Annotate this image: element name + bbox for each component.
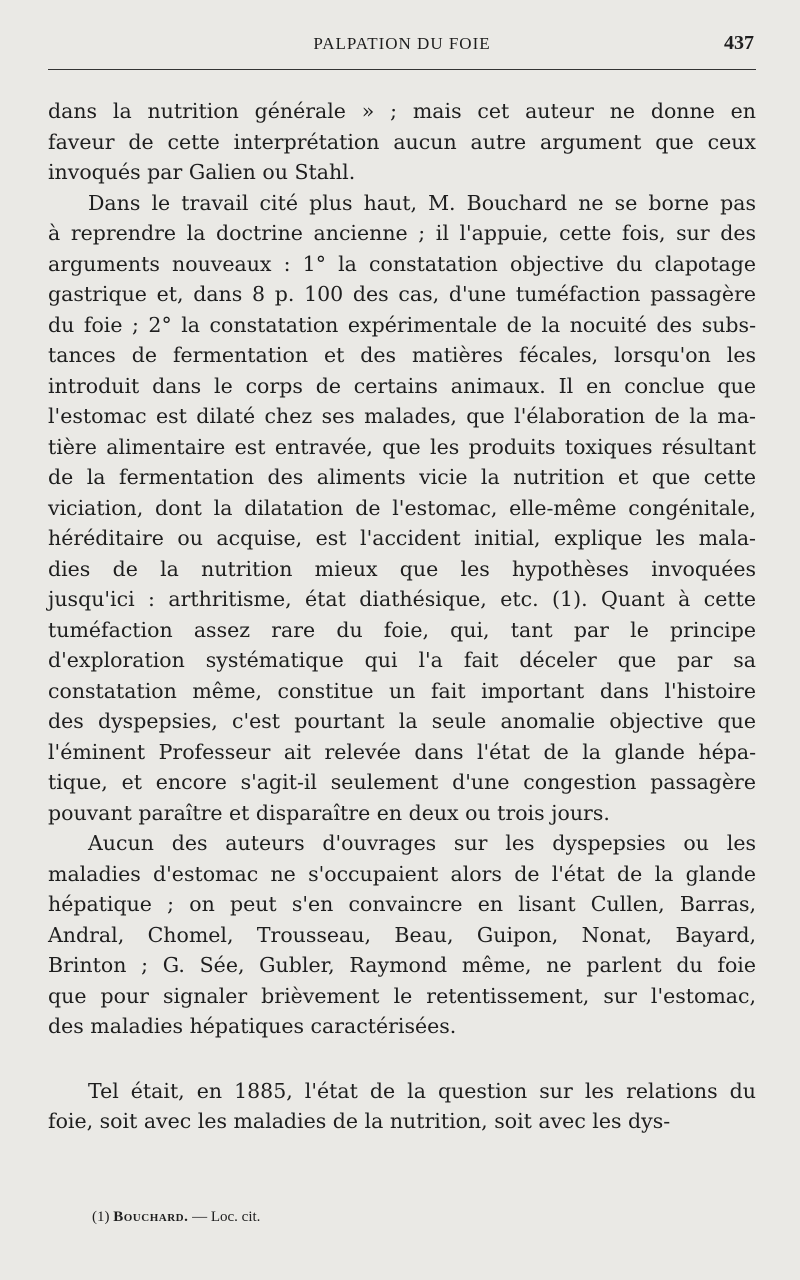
text-line: maladies d'estomac ne s'occupaient alors de l'état de la glande (48, 861, 756, 886)
paragraph (48, 1076, 756, 1137)
text-line: pouvant paraître et disparaître en deux ou trois jours. (48, 800, 610, 825)
text-line: à reprendre la doctrine ancienne ; il l'appuie, cette fois, sur des (48, 221, 756, 245)
text-line: tique, et encore s'agit-il seulement d'une congestion passagère (48, 770, 756, 794)
text-line: Andral, Chomel, Trousseau, Beau, Guipon, Nonat, Bayard, (48, 922, 756, 947)
text-line: des dyspepsies, c'est pourtant la seule anomalie objective que (48, 709, 756, 733)
footnote-citation: Loc. cit. (210, 1209, 261, 1225)
text-line: de la fermentation des aliments vicie la nutrition et que cette (48, 465, 756, 489)
text-line: Aucun des auteurs d'ouvrages sur les dyspepsies ou les (88, 831, 756, 855)
text-line: invoqués par Galien ou Stahl. (48, 160, 356, 184)
text-line: d'exploration systématique qui l'a fait déceler que par sa (48, 648, 756, 672)
text-line: constatation même, constitue un fait important dans l'histoire (48, 678, 756, 703)
text-line: héréditaire ou acquise, est l'accident initial, explique les mala- (48, 526, 756, 550)
text-line: Brinton ; G. Sée, Gubler, Raymond même, ne parlent du foie (48, 953, 756, 977)
text-line: que pour signaler brièvement le retentissement, sur l'estomac, (48, 983, 756, 1008)
text-line: arguments nouveaux : 1° la constatation objective du clapotage (48, 251, 756, 276)
body-text (48, 96, 756, 1137)
text-line: hépatique ; on peut s'en convaincre en lisant Cullen, Barras, (48, 892, 756, 916)
text-line: tière alimentaire est entravée, que les produits toxiques résultant (48, 434, 756, 459)
text-line: du foie ; 2° la constatation expérimentale de la nocuité des subs- (48, 312, 756, 337)
text-line: introduit dans le corps de certains animaux. Il en conclue que (48, 373, 756, 398)
paragraph (48, 828, 756, 1042)
footnote (92, 1209, 260, 1226)
text-line: tances de fermentation et des matières fécales, lorsqu'on les (48, 343, 756, 367)
text-line: dies de la nutrition mieux que les hypothèses invoquées (48, 556, 756, 581)
text-line: tuméfaction assez rare du foie, qui, tant par le principe (48, 617, 756, 642)
paragraph (48, 96, 756, 188)
footnote-author: Bouchard. (113, 1209, 189, 1225)
text-line: Dans le travail cité plus haut, M. Bouchard ne se borne pas (88, 190, 756, 215)
paragraph (48, 188, 756, 829)
text-line: l'estomac est dilaté chez ses malades, que l'élaboration de la ma- (48, 404, 756, 428)
text-line: l'éminent Professeur ait relevée dans l'état de la glande hépa- (48, 739, 756, 764)
header-rule (48, 69, 756, 70)
footnote-dash: — (192, 1209, 208, 1225)
paragraph-gap (48, 1042, 756, 1076)
text-line: des maladies hépatiques caractérisées. (48, 1014, 457, 1038)
running-title: PALPATION DU FOIE (313, 34, 491, 53)
footnote-marker: (1) (92, 1209, 110, 1225)
text-line: faveur de cette interprétation aucun autre argument que ceux (48, 129, 756, 154)
text-line: foie, soit avec les maladies de la nutrition, soit avec les dys- (48, 1109, 671, 1133)
text-line: Tel était, en 1885, l'état de la question sur les relations du (88, 1078, 756, 1103)
text-line: gastrique et, dans 8 p. 100 des cas, d'une tuméfaction passagère (48, 282, 756, 306)
text-line: dans la nutrition générale » ; mais cet auteur ne donne en (48, 99, 756, 123)
text-line: viciation, dont la dilatation de l'estomac, elle-même congénitale, (48, 495, 756, 520)
page-number: 437 (724, 32, 754, 54)
text-line: jusqu'ici : arthritisme, état diathésique, etc. (1). Quant à cette (48, 587, 756, 611)
running-head (48, 34, 756, 70)
